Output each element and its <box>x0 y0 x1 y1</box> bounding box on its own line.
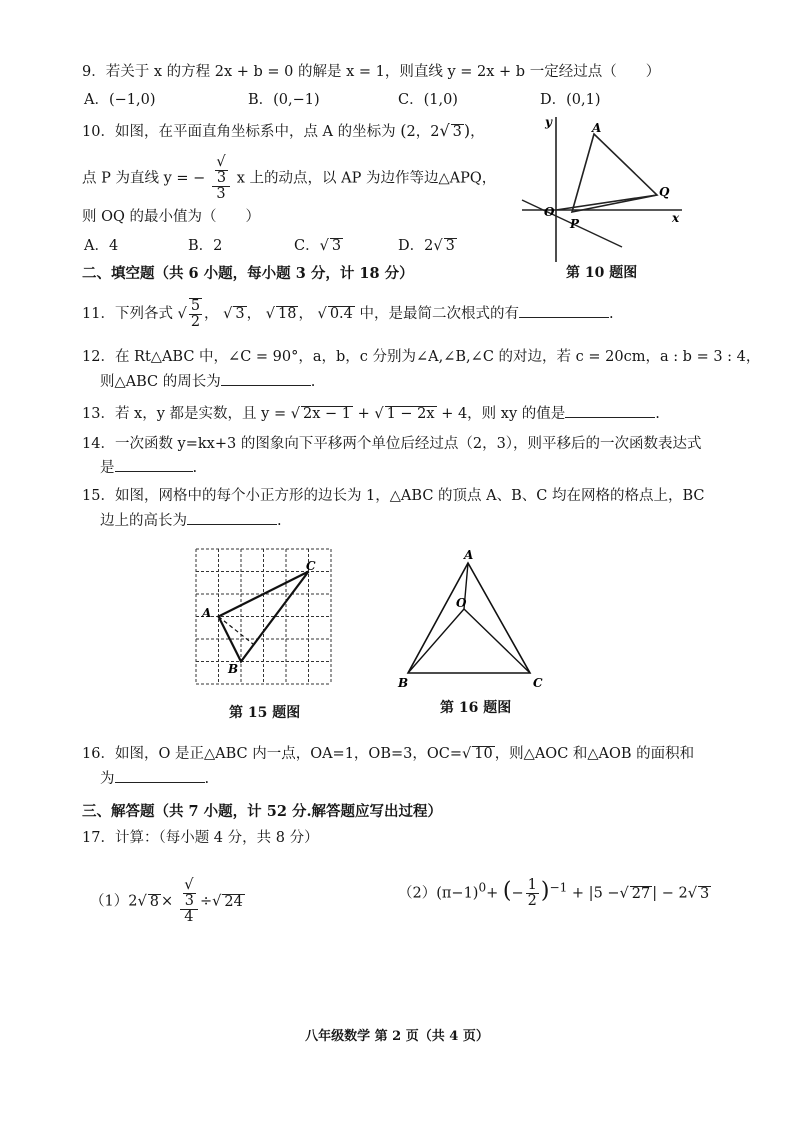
q9-option-d: D．(0,1) <box>540 92 601 108</box>
q10-line1: 10．如图，在平面直角坐标系中，点 A 的坐标为 (2，2√ 3 )， <box>82 121 485 140</box>
q10-option-c: C．√ 3 <box>294 238 342 254</box>
q10-line2: 点 P 为直线 y = − √ 3 3 x 上的动点，以 AP 为边作等边△APQ， <box>82 154 497 202</box>
q17-stem: 17．计算：（每小题 4 分，共 8 分） <box>82 830 319 846</box>
q14-line1: 14．一次函数 y=kx+3 的图象向下平移两个单位后经过点（2，3），则平移后的一次函数表达式 <box>82 436 702 452</box>
q15-line2: 边上的高长为 . <box>100 509 282 530</box>
fig10-triangle-apq <box>572 134 657 212</box>
q15-line1: 15．如图，网格中的每个小正方形的边长为 1，△ABC 的顶点 A、B、C 均在网格的格点上，BC <box>82 488 705 504</box>
q10-slope-fraction: √ 3 3 <box>212 155 230 202</box>
q16-figure-caption: 第 16 题图 <box>440 700 512 716</box>
q10-option-a: A．4 <box>84 238 119 254</box>
fig16-label-c: C <box>533 676 543 690</box>
fig10-segment-oq <box>556 195 657 210</box>
q10-figure-caption: 第 10 题图 <box>566 265 638 281</box>
q10-option-b: B．2 <box>188 238 223 254</box>
q9-stem: 9．若关于 x 的方程 2x + b = 0 的解是 x = 1，则直线 y = 2x + b 一定经过点（ ） <box>82 64 661 80</box>
q12-line2: 则△ABC 的周长为 . <box>100 370 315 391</box>
q13-answer-blank[interactable] <box>565 403 655 418</box>
figure-q16 <box>392 545 552 690</box>
fig16-segment-oc <box>464 609 530 673</box>
fig15-label-c: C <box>306 559 316 573</box>
q12-line1: 12．在 Rt△ABC 中，∠C = 90°，a，b，c 分别为∠A,∠B,∠C 的对边，若 c = 20cm，a : b = 3 : 4， <box>82 349 761 365</box>
fig10-label-o: O <box>544 205 555 219</box>
section3-title: 三、解答题（共 7 小题，计 52 分.解答题应写出过程） <box>82 803 443 820</box>
fig16-label-b: B <box>398 676 409 690</box>
fig10-label-a: A <box>592 121 602 135</box>
q16-answer-blank[interactable] <box>115 768 205 783</box>
fig10-label-y: y <box>545 115 552 129</box>
section2-title: 二、填空题（共 6 小题，每小题 3 分，计 18 分） <box>82 265 414 282</box>
fig16-triangle-abc <box>408 563 530 673</box>
q9-option-a: A．(−1,0) <box>84 92 156 108</box>
q11-answer-blank[interactable] <box>519 303 609 318</box>
figure-q10 <box>512 112 692 262</box>
q11-line: 11．下列各式 √ $\frac{5}{2}$ ， √ 3 ， √ 18 ， √ 0.4 中，是最简二次根式的有 . <box>82 298 614 330</box>
page-footer: 八年级数学 第 2 页（共 4 页） <box>305 1029 489 1044</box>
q10-line3: 则 OQ 的最小值为（ ） <box>82 209 260 225</box>
q17-part1: （1）2√ 8 × √ 3 4 ÷√ 24 <box>90 877 243 925</box>
fig10-label-q: Q <box>659 185 670 199</box>
fig16-label-a: A <box>464 548 474 562</box>
fig16-label-o: O <box>456 596 467 610</box>
q10-coord: 2，2 <box>406 124 440 140</box>
fig15-label-b: B <box>228 662 239 676</box>
fig10-label-x: x <box>672 211 680 225</box>
q16-line1: 16．如图，O 是正△ABC 内一点，OA=1，OB=3，OC=√ 10 ，则△AOC 和△AOB 的面积和 <box>82 746 695 762</box>
q12-answer-blank[interactable] <box>221 371 311 386</box>
fig16-segment-ob <box>408 609 464 673</box>
q14-answer-blank[interactable] <box>115 457 193 472</box>
q9-option-b: B．(0,−1) <box>248 92 320 108</box>
q14-line2: 是 . <box>100 456 197 477</box>
q17-part2: $(2)(\pi-1)^0+$ (− $\frac{1}{2}$ )$^{-1}$ + |5 −√ 27 | − 2√ 3 <box>398 877 710 909</box>
q10-option-d: D．2√ 3 <box>398 238 455 254</box>
fig10-label-p: P <box>570 217 580 231</box>
q13-line: 13．若 x，y 都是实数，且 y = √ 2x − 1 + √ 1 − 2x + 4，则 xy 的值是 . <box>82 402 660 423</box>
fig15-altitude <box>219 617 254 645</box>
q16-line2: 为 . <box>100 767 209 788</box>
q15-figure-caption: 第 15 题图 <box>229 705 301 721</box>
q9-option-c: C．(1,0) <box>398 92 458 108</box>
q15-answer-blank[interactable] <box>187 510 277 525</box>
fig15-label-a: A <box>202 606 212 620</box>
figure-q15 <box>190 545 335 690</box>
